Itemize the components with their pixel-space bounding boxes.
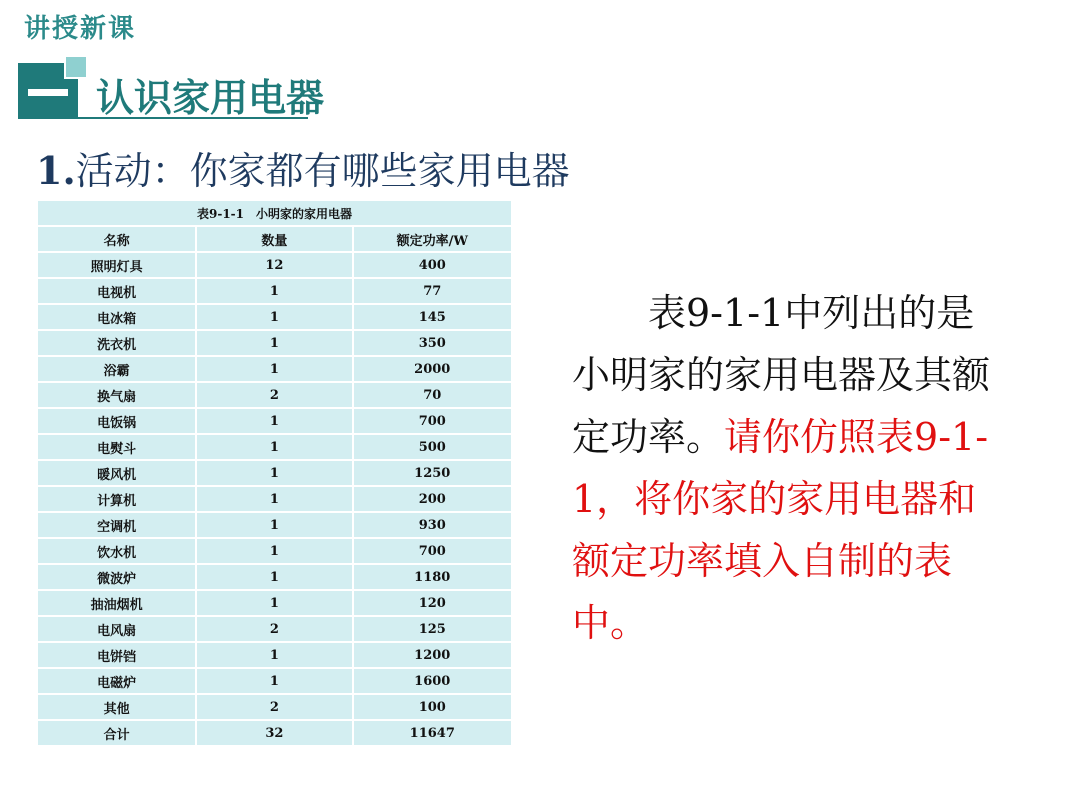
cell-quantity: 1 xyxy=(196,460,352,486)
cell-power: 145 xyxy=(353,304,512,330)
cell-quantity: 1 xyxy=(196,278,352,304)
cell-quantity: 1 xyxy=(196,642,352,668)
cell-power: 500 xyxy=(353,434,512,460)
table-row xyxy=(37,408,512,434)
cell-name: 电视机 xyxy=(37,278,196,304)
description xyxy=(572,282,1002,654)
cell-power: 77 xyxy=(353,278,512,304)
cell-quantity: 1 xyxy=(196,564,352,590)
table-caption: 表9-1-1 小明家的家用电器 xyxy=(37,200,512,226)
cell-power: 100 xyxy=(353,694,512,720)
table-row xyxy=(37,668,512,694)
cell-quantity: 1 xyxy=(196,356,352,382)
table-row xyxy=(37,330,512,356)
cell-name: 暖风机 xyxy=(37,460,196,486)
cell-name: 电熨斗 xyxy=(37,434,196,460)
table-row xyxy=(37,590,512,616)
cell-name: 微波炉 xyxy=(37,564,196,590)
section-number-bar xyxy=(28,89,68,96)
activity-number: 1. xyxy=(36,148,76,193)
section-corner-icon xyxy=(64,55,88,79)
table-row xyxy=(37,694,512,720)
table-row xyxy=(37,642,512,668)
page-title: 认识家用电器 xyxy=(96,76,325,120)
cell-name: 照明灯具 xyxy=(37,252,196,278)
cell-quantity: 1 xyxy=(196,408,352,434)
cell-name: 计算机 xyxy=(37,486,196,512)
cell-name: 浴霸 xyxy=(37,356,196,382)
cell-name: 饮水机 xyxy=(37,538,196,564)
cell-quantity: 32 xyxy=(196,720,352,746)
cell-quantity: 2 xyxy=(196,616,352,642)
cell-power: 11647 xyxy=(353,720,512,746)
column-header-name: 名称 xyxy=(37,226,196,252)
activity-heading xyxy=(36,140,570,195)
section-tag: 讲授新课 xyxy=(24,14,137,44)
cell-power: 700 xyxy=(353,538,512,564)
cell-name: 抽油烟机 xyxy=(37,590,196,616)
cell-power: 1600 xyxy=(353,668,512,694)
cell-power: 930 xyxy=(353,512,512,538)
column-header-power: 额定功率/W xyxy=(353,226,512,252)
cell-quantity: 1 xyxy=(196,486,352,512)
cell-power: 1180 xyxy=(353,564,512,590)
table-row xyxy=(37,304,512,330)
cell-name: 空调机 xyxy=(37,512,196,538)
cell-power: 125 xyxy=(353,616,512,642)
cell-quantity: 2 xyxy=(196,694,352,720)
table-row xyxy=(37,564,512,590)
cell-quantity: 1 xyxy=(196,538,352,564)
cell-quantity: 1 xyxy=(196,512,352,538)
cell-quantity: 1 xyxy=(196,590,352,616)
cell-power: 1250 xyxy=(353,460,512,486)
cell-power: 700 xyxy=(353,408,512,434)
description-text: 表9-1-1中列出的是小明家的家用电器及其额定功率。 xyxy=(572,291,991,459)
cell-name: 电风扇 xyxy=(37,616,196,642)
column-header-quantity: 数量 xyxy=(196,226,352,252)
table-row xyxy=(37,278,512,304)
cell-quantity: 1 xyxy=(196,304,352,330)
cell-name: 其他 xyxy=(37,694,196,720)
cell-name: 电饭锅 xyxy=(37,408,196,434)
cell-name: 电磁炉 xyxy=(37,668,196,694)
cell-quantity: 1 xyxy=(196,434,352,460)
cell-name: 换气扇 xyxy=(37,382,196,408)
cell-power: 70 xyxy=(353,382,512,408)
cell-name: 电饼铛 xyxy=(37,642,196,668)
cell-quantity: 1 xyxy=(196,330,352,356)
cell-power: 120 xyxy=(353,590,512,616)
section-title xyxy=(18,55,348,119)
table-row xyxy=(37,460,512,486)
description-instruction: 请你仿照表9-1-1，将你家的家用电器和额定功率填入自制的表中。 xyxy=(572,415,989,645)
cell-name: 电冰箱 xyxy=(37,304,196,330)
cell-power: 400 xyxy=(353,252,512,278)
cell-name: 洗衣机 xyxy=(37,330,196,356)
activity-text: 活动：你家都有哪些家用电器 xyxy=(75,149,570,193)
cell-quantity: 2 xyxy=(196,382,352,408)
table-row xyxy=(37,512,512,538)
table-row xyxy=(37,252,512,278)
table-row xyxy=(37,616,512,642)
cell-power: 200 xyxy=(353,486,512,512)
table-row xyxy=(37,356,512,382)
cell-power: 350 xyxy=(353,330,512,356)
table-row xyxy=(37,382,512,408)
cell-quantity: 1 xyxy=(196,668,352,694)
cell-quantity: 12 xyxy=(196,252,352,278)
table-row xyxy=(37,538,512,564)
appliance-table xyxy=(36,199,513,747)
table-row xyxy=(37,486,512,512)
cell-power: 1200 xyxy=(353,642,512,668)
cell-power: 2000 xyxy=(353,356,512,382)
table-row xyxy=(37,720,512,746)
cell-name: 合计 xyxy=(37,720,196,746)
table-row xyxy=(37,434,512,460)
table-header-row xyxy=(37,226,512,252)
